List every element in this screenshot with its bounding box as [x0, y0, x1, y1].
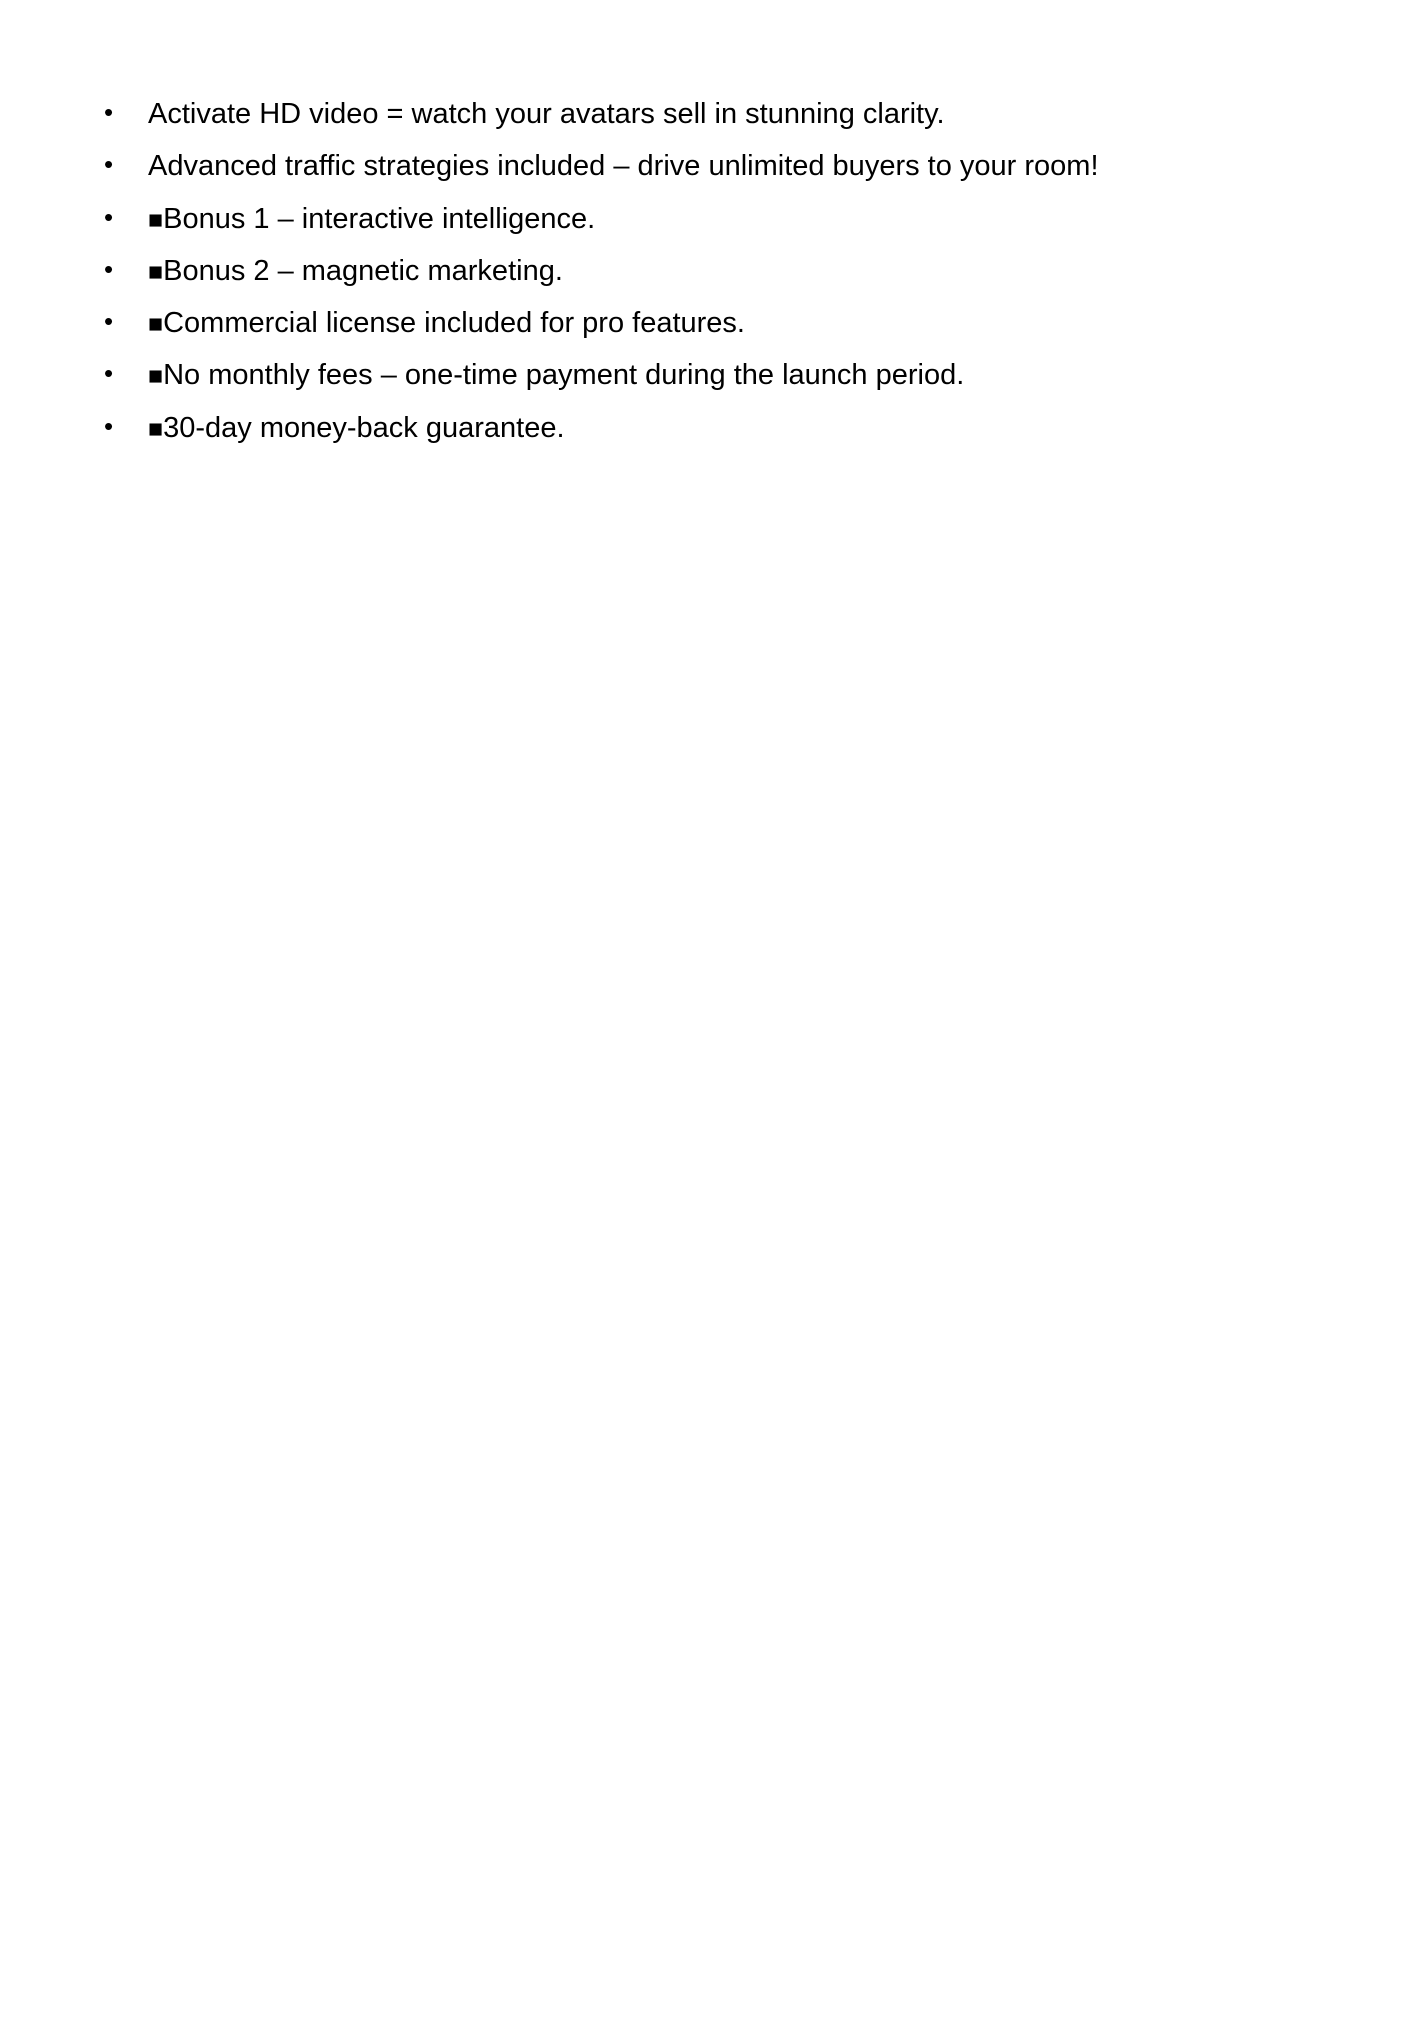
square-marker-icon: ■ [148, 257, 164, 286]
bullet-marker-icon: • [104, 358, 114, 389]
square-marker-icon: ■ [148, 362, 164, 391]
list-item [96, 201, 1308, 237]
list-item-label: No monthly fees – one-time payment during the launch period. [163, 359, 965, 392]
list-item [96, 357, 1308, 393]
list-item [96, 253, 1308, 289]
list-item-text [148, 410, 1308, 446]
list-item-label: Bonus 1 – interactive intelligence. [163, 202, 596, 235]
list-item [96, 410, 1308, 446]
list-item-text [148, 201, 1308, 237]
bullet-marker-icon: • [104, 201, 114, 232]
list-item-label: Bonus 2 – magnetic marketing. [163, 254, 563, 287]
bullet-marker-icon: • [104, 306, 114, 336]
list-item-text [148, 253, 1308, 289]
list-item-text [148, 148, 1308, 184]
bullet-marker-icon: • [104, 97, 114, 127]
bullet-marker-icon: • [104, 253, 114, 284]
list-item-label: Commercial license included for pro features. [163, 307, 745, 339]
list-item-label: Activate HD video = watch your avatars sell in stunning clarity. [148, 98, 945, 130]
square-marker-icon: ■ [148, 414, 164, 443]
feature-bullet-list [96, 96, 1308, 446]
list-item-text [148, 305, 1308, 341]
bullet-marker-icon: • [104, 410, 114, 441]
bullet-marker-icon: • [104, 149, 114, 180]
list-item [96, 148, 1308, 184]
list-item-label: Advanced traffic strategies included – drive unlimited buyers to your room! [148, 150, 1099, 183]
square-marker-icon: ■ [148, 205, 164, 234]
list-item [96, 96, 1308, 132]
list-item [96, 305, 1308, 341]
square-marker-icon: ■ [148, 310, 164, 338]
list-item-label: 30-day money-back guarantee. [163, 411, 565, 444]
list-item-text [148, 96, 1308, 132]
list-item-text [148, 357, 1308, 393]
